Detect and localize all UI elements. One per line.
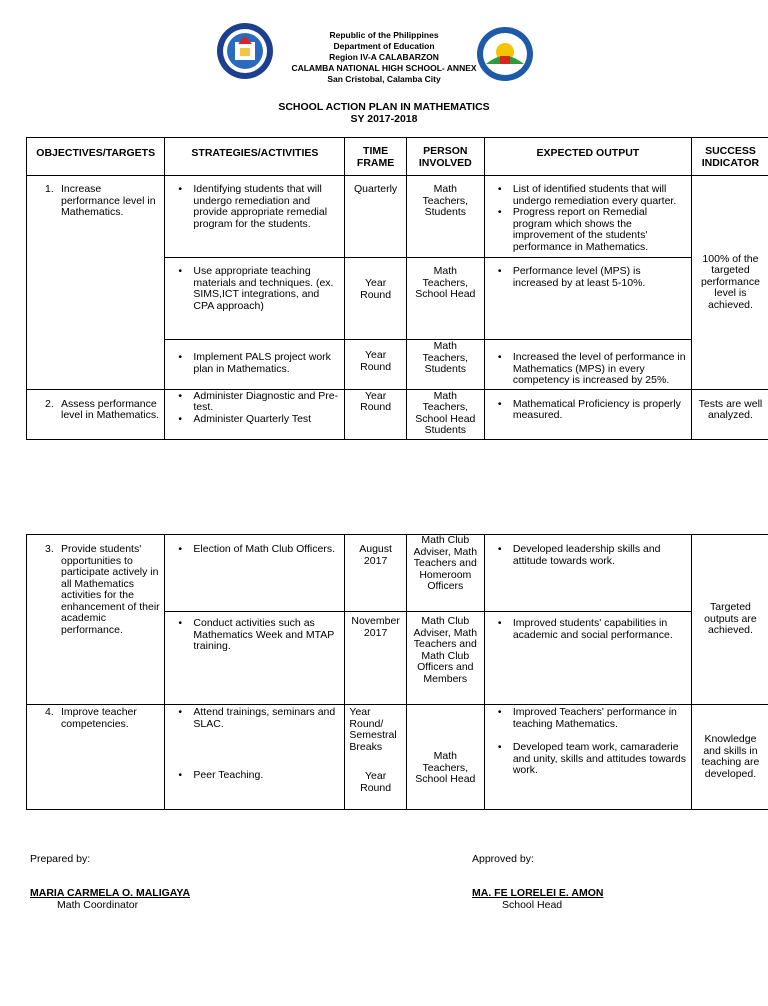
- output-text: • Mathematical Proficiency is properly measured.: [489, 399, 687, 422]
- action-plan-table-1: [26, 137, 768, 440]
- objective-cell: [27, 535, 165, 705]
- objective-cell: [27, 176, 165, 390]
- persons-cell: Math Club Adviser, Math Teachers and Homeroom Officers: [406, 535, 484, 612]
- output-text: • List of identified students that will undergo remediation every quarter.: [489, 184, 687, 207]
- success-indicator-cell: Tests are well analyzed.: [691, 389, 768, 439]
- header-line-1: Republic of the Philippines: [329, 30, 439, 40]
- strategy-text: • Implement PALS project work plan in Mathematics.: [169, 352, 340, 375]
- strategy-cell: [165, 705, 345, 810]
- strategy-text: • Identifying students that will undergo remediation and provide appropriate remedial program for the students.: [169, 184, 340, 230]
- prepared-by-role: Math Coordinator: [57, 899, 139, 911]
- persons-cell: Math Teachers, School Head Students: [406, 389, 484, 439]
- col-header-output: EXPECTED OUTPUT: [484, 138, 691, 176]
- header-line-3: Region IV-A CALABARZON: [329, 52, 439, 62]
- approved-by-name: MA. FE LORELEI E. AMON: [472, 887, 604, 899]
- output-text: • Developed team work, camaraderie and unity, skills and attitudes towards work.: [489, 742, 687, 777]
- output-cell: [484, 705, 691, 810]
- col-header-persons: PERSON INVOLVED: [406, 138, 484, 176]
- prepared-by-label: Prepared by:: [30, 853, 91, 865]
- time-frame-cell: Year Round: [345, 258, 406, 340]
- time-frame-cell: Year Round: [345, 389, 406, 439]
- title-line-2: SY 2017-2018: [350, 113, 418, 125]
- objective-cell: [27, 389, 165, 439]
- output-text: • Improved students' capabilities in academic and social performance.: [489, 618, 687, 641]
- objective-text: Assess performance level in Mathematics.: [61, 397, 160, 421]
- output-cell: [484, 258, 691, 340]
- strategy-text: • Conduct activities such as Mathematics Week and MTAP training.: [169, 618, 340, 653]
- objective-text: Improve teacher competencies.: [61, 706, 137, 730]
- persons-cell: Math Teachers, Students: [406, 340, 484, 390]
- strategy-text: • Administer Diagnostic and Pre-test.: [169, 391, 340, 414]
- header-line-5: San Cristobal, Calamba City: [327, 74, 441, 84]
- strategy-cell: [165, 340, 345, 390]
- output-cell: [484, 612, 691, 705]
- objective-text: Provide students' opportunities to participate actively in all Mathematics activities for the enhancement of their academic performance.: [61, 543, 160, 636]
- time-frame-text: Year Round/ Semestral Breaks: [349, 706, 397, 753]
- output-cell: [484, 176, 691, 258]
- objective-number: 4.: [45, 706, 54, 718]
- strategy-text: • Administer Quarterly Test: [169, 414, 340, 426]
- header-line-4: CALAMBA NATIONAL HIGH SCHOOL- ANNEX: [291, 63, 477, 73]
- col-header-objectives: OBJECTIVES/TARGETS: [27, 138, 165, 176]
- output-text: • Increased the level of performance in Mathematics (MPS) in every competency is increased by 25%.: [489, 352, 687, 387]
- approved-by-role: School Head: [502, 899, 563, 911]
- col-header-strategies: STRATEGIES/ACTIVITIES: [165, 138, 345, 176]
- time-frame-cell: Year Round: [345, 340, 406, 390]
- success-indicator-cell: Targeted outputs are achieved.: [691, 535, 768, 705]
- strategy-cell: [165, 176, 345, 258]
- output-text: • Performance level (MPS) is increased by at least 5-10%.: [489, 266, 687, 289]
- col-header-time-frame: TIME FRAME: [345, 138, 406, 176]
- objective-number: 2.: [45, 397, 54, 410]
- objective-number: 3.: [45, 543, 54, 555]
- persons-cell: Math Teachers, School Head: [406, 258, 484, 340]
- header-line-2: Department of Education: [333, 41, 435, 51]
- time-frame-text: Year Round: [360, 770, 392, 794]
- col-header-success: SUCCESS INDICATOR: [691, 138, 768, 176]
- strategy-text: • Attend trainings, seminars and SLAC.: [169, 707, 340, 730]
- strategy-text: • Election of Math Club Officers.: [169, 544, 340, 556]
- objective-cell: [27, 705, 165, 810]
- time-frame-cell: [345, 705, 406, 810]
- approved-by-label: Approved by:: [472, 853, 534, 865]
- output-text: • Improved Teachers' performance in teaching Mathematics.: [489, 707, 687, 730]
- objective-text: Increase performance level in Mathematics.: [61, 183, 156, 218]
- output-cell: [484, 535, 691, 612]
- persons-cell: Math Teachers, School Head: [406, 705, 484, 810]
- strategy-text: • Peer Teaching.: [169, 770, 340, 782]
- persons-cell: Math Club Adviser, Math Teachers and Math Club Officers and Members: [406, 612, 484, 705]
- output-cell: [484, 389, 691, 439]
- objective-number: 1.: [45, 183, 54, 195]
- strategy-cell: [165, 612, 345, 705]
- time-frame-cell: August 2017: [345, 535, 406, 612]
- output-text: • Developed leadership skills and attitude towards work.: [489, 544, 687, 567]
- strategy-cell: [165, 258, 345, 340]
- success-indicator-cell: 100% of the targeted performance level is achieved.: [691, 176, 768, 390]
- success-indicator-cell: Knowledge and skills in teaching are developed.: [691, 705, 768, 810]
- document-title: [0, 101, 768, 125]
- strategy-cell: [165, 535, 345, 612]
- strategy-cell: [165, 389, 345, 439]
- action-plan-table-2: [26, 534, 768, 810]
- time-frame-cell: Quarterly: [345, 176, 406, 258]
- persons-cell: Math Teachers, Students: [406, 176, 484, 258]
- title-line-1: SCHOOL ACTION PLAN IN MATHEMATICS: [278, 101, 490, 113]
- output-text: • Progress report on Remedial program which shows the improvement of the students' performance in Mathematics.: [489, 207, 687, 253]
- output-cell: [484, 340, 691, 390]
- time-frame-cell: November 2017: [345, 612, 406, 705]
- strategy-text: • Use appropriate teaching materials and techniques. (ex. SIMS,ICT integrations, and CPA approach): [169, 266, 340, 312]
- prepared-by-name: MARIA CARMELA O. MALIGAYA: [30, 887, 191, 899]
- school-header: [0, 30, 768, 85]
